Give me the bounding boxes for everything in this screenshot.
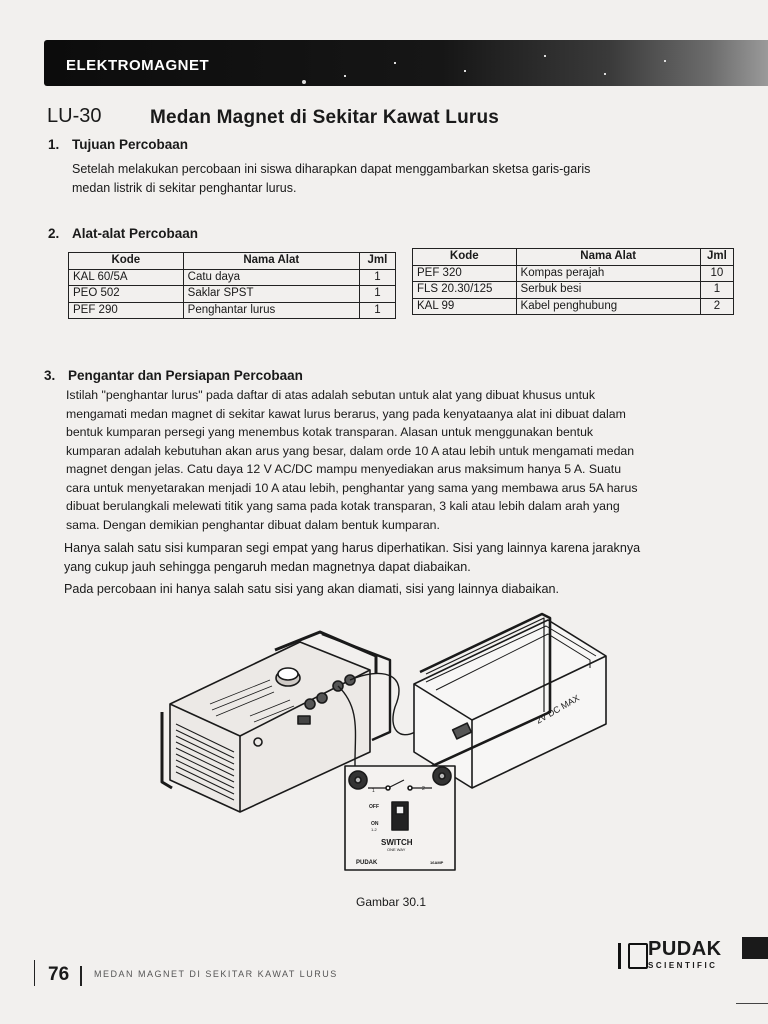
corner-rule: [736, 1003, 768, 1004]
section-2-heading: [48, 226, 198, 241]
equipment-table-right: [412, 248, 734, 315]
lesson-title: Medan Magnet di Sekitar Kawat Lurus: [150, 107, 500, 128]
switch-off-label: OFF: [369, 804, 379, 810]
table-header-row: [413, 249, 734, 266]
power-supply-body: [170, 642, 370, 812]
cell-kode: PEO 502: [69, 286, 184, 303]
paragraph-line: cara untuk menyetarakan menjadi 10 A atau lebih, penghantar yang sama yang membawa arus 5A harus: [66, 480, 638, 495]
section-3-paragraph-1: [66, 386, 732, 534]
footer-left-rule: [34, 960, 35, 986]
table-row: [69, 286, 396, 303]
cell-kode: PEF 320: [413, 265, 517, 282]
header-kode: Kode: [413, 249, 517, 266]
section-3-number: 3.: [44, 368, 56, 383]
cell-jml: 1: [700, 282, 733, 299]
brand-subtitle: SCIENTIFIC: [648, 961, 718, 970]
section-3-paragraph-2: [64, 539, 736, 576]
header-kode: Kode: [69, 253, 184, 270]
cell-nama-alat: Saklar SPST: [183, 286, 359, 303]
figure-caption: Gambar 30.1: [356, 895, 427, 909]
cell-jml: 1: [359, 269, 395, 286]
logo-mark-icon: [628, 943, 648, 969]
chapter-title: ELEKTROMAGNET: [66, 57, 210, 74]
cell-kode: PEF 290: [69, 302, 184, 319]
table-row: [413, 282, 734, 299]
section-2-number: 2.: [48, 226, 60, 241]
section-3-heading: [44, 368, 303, 383]
cell-jml: 10: [700, 265, 733, 282]
section-1-number: 1.: [48, 137, 60, 152]
equipment-table-left: [68, 252, 396, 319]
amp-label: 16AMP: [430, 860, 444, 865]
lesson-code: LU-30: [47, 105, 102, 127]
cell-nama-alat: Catu daya: [183, 269, 359, 286]
switch-sub-label: ONE WAY: [387, 847, 406, 852]
cell-kode: KAL 99: [413, 298, 517, 315]
paragraph-line: Hanya salah satu sisi kumparan segi empat yang harus diperhatikan. Sisi yang lainnya karena jaraknya: [64, 541, 641, 555]
page-number: 76: [48, 964, 70, 985]
paragraph-line: dibuat berulangkali melewati titik yang sama pada kotak transparan, 3 kali atau lebih dalam arah yang: [66, 499, 620, 513]
table-row: [413, 298, 734, 315]
cell-nama-alat: Kompas perajah: [516, 265, 700, 282]
paragraph-line: sama. Dengan demikian penghantar dibuat dalam bentuk kumparan.: [66, 517, 440, 532]
section-2-title: Alat-alat Percobaan: [72, 226, 199, 241]
table-row: [69, 269, 396, 286]
header-jml: Jml: [700, 249, 733, 266]
cell-jml: 1: [359, 286, 395, 303]
cell-jml: 1: [359, 302, 395, 319]
switch-brand-label: PUDAK: [356, 860, 378, 866]
paragraph-line: magnet dengan jelas. Catu daya 12 V AC/DC mampu menyediakan arus maksimum hanya 5 A. Suatu: [66, 462, 622, 476]
paragraph-line: yang cukup jauh sehingga pengaruh medan magnetnya dapat diabaikan.: [64, 559, 471, 574]
page-tab: [742, 937, 768, 959]
section-1-text: [72, 160, 740, 197]
header-nama-alat: Nama Alat: [516, 249, 700, 266]
cell-nama-alat: Serbuk besi: [516, 282, 700, 299]
running-title: MEDAN MAGNET DI SEKITAR KAWAT LURUS: [94, 969, 338, 979]
section-1-title: Tujuan Percobaan: [72, 137, 189, 152]
section-3-paragraph-3: Pada percobaan ini hanya salah satu sisi yang akan diamati, sisi yang lainnya diabaikan.: [64, 582, 559, 596]
section-1-line: medan listrik di sekitar penghantar lurus.: [72, 180, 297, 195]
switch-on-label: ON: [371, 821, 379, 827]
terminal-1-label: 1: [372, 788, 375, 794]
cell-kode: KAL 60/5A: [69, 269, 184, 286]
switch-label: SWITCH: [381, 838, 413, 847]
section-3-title: Pengantar dan Persiapan Percobaan: [68, 368, 303, 383]
header-jml: Jml: [359, 253, 395, 270]
apparatus-figure: [150, 612, 620, 872]
cell-nama-alat: Penghantar lurus: [183, 302, 359, 319]
table-header-row: [69, 253, 396, 270]
brand-name: PUDAK: [648, 938, 722, 960]
header-nama-alat: Nama Alat: [183, 253, 359, 270]
switch-on2-label: 1-2: [371, 827, 377, 832]
terminal-2-label: 2: [422, 786, 425, 792]
brand-logo: [618, 935, 768, 975]
paragraph-line: bentuk kumparan persegi yang menembus kotak transparan. Alasan untuk menggunakan bentuk: [66, 425, 594, 439]
paragraph-line: kumparan adalah kebutuhan akan arus yang besar, dalam orde 10 A atau lebih untuk mengamati medan: [66, 443, 635, 458]
cell-kode: FLS 20.30/125: [413, 282, 517, 299]
chapter-banner: [44, 40, 768, 86]
paragraph-line: Istilah "penghantar lurus" pada daftar di atas adalah sebutan untuk alat yang dibuat khusus untuk: [66, 388, 595, 402]
table-row: [69, 302, 396, 319]
cell-jml: 2: [700, 298, 733, 315]
cell-nama-alat: Kabel penghubung: [516, 298, 700, 315]
footer-divider: [80, 966, 82, 986]
section-1-heading: [48, 137, 188, 152]
paragraph-line: mengamati medan magnet di sekitar kawat lurus berarus, yang pada kenyataanya alat ini dibuat dalam: [66, 406, 626, 421]
box-label: 2V DC MAX: [534, 692, 582, 726]
logo-bar: [618, 943, 621, 969]
section-1-line: Setelah melakukan percobaan ini siswa diharapkan dapat menggambarkan sketsa garis-garis: [72, 162, 591, 176]
table-row: [413, 265, 734, 282]
